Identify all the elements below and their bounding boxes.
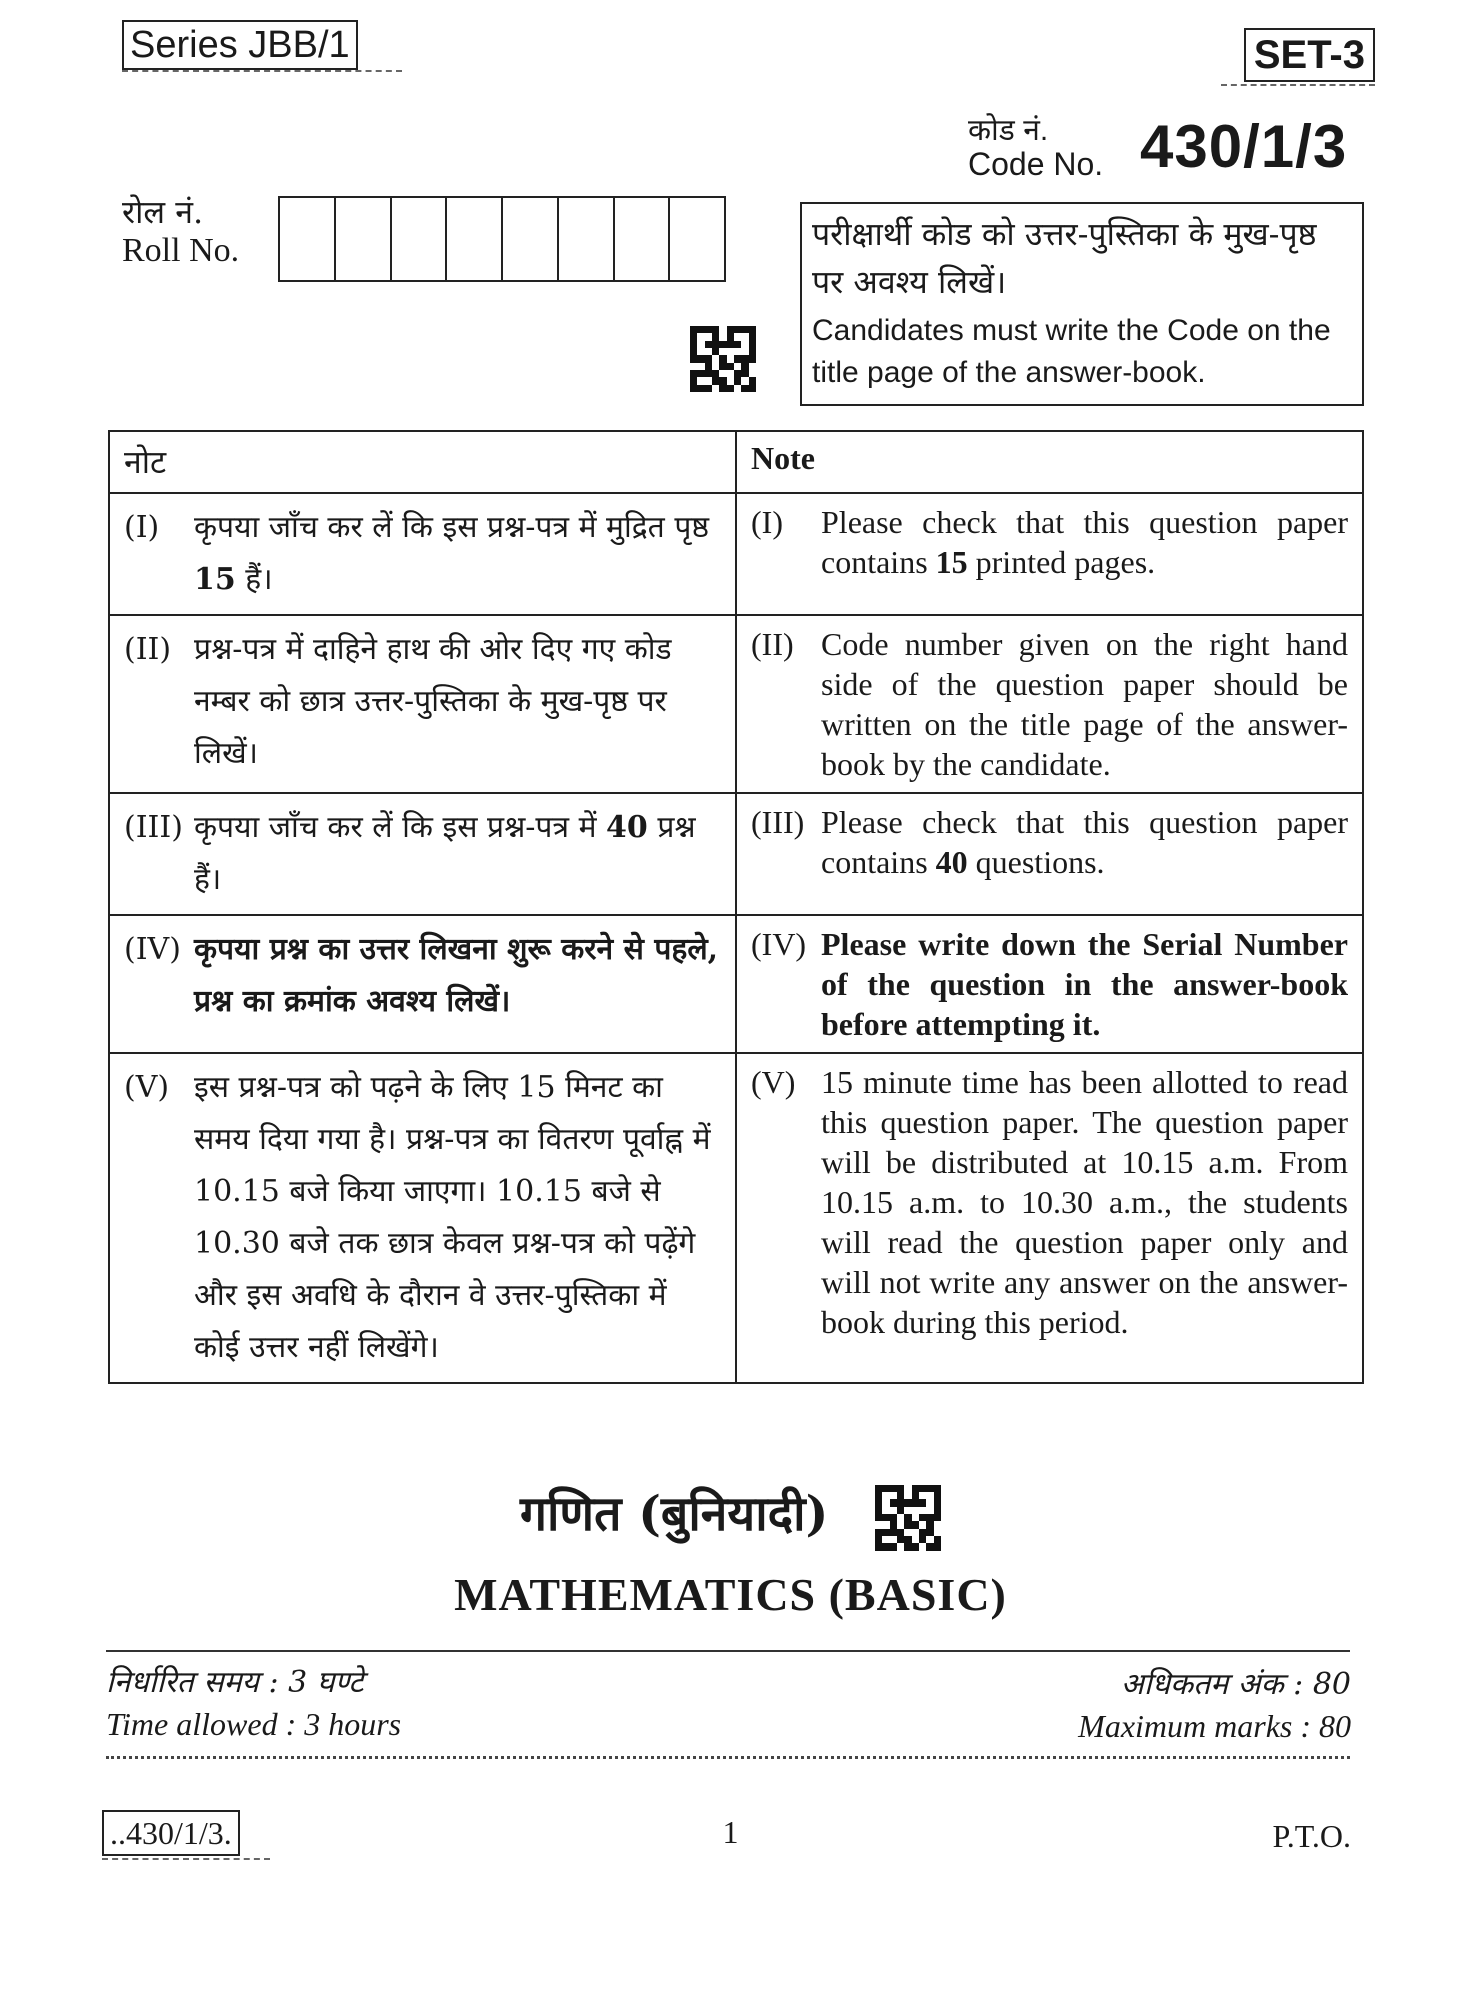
footer-code-underline bbox=[102, 1858, 270, 1860]
table-row bbox=[109, 793, 1363, 915]
note-text-bold: 15 bbox=[935, 544, 968, 580]
note-cell-english bbox=[736, 793, 1363, 915]
qr-code-icon bbox=[690, 326, 756, 392]
note-number: (V) bbox=[124, 1070, 170, 1105]
note-text bbox=[194, 502, 721, 606]
page-number: 1 bbox=[722, 1814, 739, 1850]
note-number: (II) bbox=[751, 626, 794, 662]
note-text bbox=[194, 624, 721, 780]
note-number: (V) bbox=[751, 1064, 796, 1100]
instructions-table bbox=[108, 430, 1364, 1384]
note-text-bold: 40 bbox=[935, 844, 968, 880]
set-underline bbox=[1221, 84, 1375, 86]
note-cell-english bbox=[736, 493, 1363, 615]
note-number: (I) bbox=[124, 510, 160, 545]
note-text bbox=[821, 1062, 1348, 1342]
note-text bbox=[821, 624, 1348, 784]
note-number: (IV) bbox=[751, 926, 807, 962]
note-text-bold: 40 bbox=[606, 810, 648, 845]
series-underline bbox=[122, 70, 402, 72]
note-number: (III) bbox=[751, 804, 805, 840]
note-text-post: printed pages. bbox=[967, 544, 1156, 580]
note-text-pre: प्रश्न-पत्र में दाहिने हाथ की ओर दिए गए कोड नम्बर को छात्र उत्तर-पुस्तिका के मुख-पृष्ठ पर लिखें। bbox=[194, 632, 672, 771]
roll-label-english: Roll No. bbox=[122, 232, 240, 269]
table-row bbox=[109, 493, 1363, 615]
time-allowed-english: Time allowed : 3 hours bbox=[106, 1706, 402, 1742]
roll-digit-box[interactable] bbox=[615, 198, 671, 280]
note-text-pre: कृपया जाँच कर लें कि इस प्रश्न-पत्र में मुद्रित पृष्ठ bbox=[194, 510, 710, 545]
note-number: (IV) bbox=[124, 932, 181, 967]
note-number: (II) bbox=[124, 632, 172, 667]
candidate-instruction-english: Candidates must write the Code on the title page of the answer-book. bbox=[812, 314, 1331, 389]
roll-digit-box[interactable] bbox=[392, 198, 448, 280]
candidate-instruction-hindi: परीक्षार्थी कोड को उत्तर-पुस्तिका के मुख-पृष्ठ पर अवश्य लिखें। bbox=[812, 215, 1317, 301]
table-row bbox=[109, 1053, 1363, 1383]
note-text-pre: 15 minute time has been allotted to read this question paper. The question paper will be distributed at 10.15 a.m. From 10.15 a.m. to 10.30 a.m., the students will read the question paper only and will not write any answer on the answer-book during this period. bbox=[821, 1064, 1348, 1340]
note-cell-hindi bbox=[109, 1053, 736, 1383]
footer-code: ..430/1/3. bbox=[102, 1810, 240, 1856]
note-text-pre: Please check that this question paper contains bbox=[821, 804, 1348, 880]
note-text-pre: कृपया जाँच कर लें कि इस प्रश्न-पत्र में bbox=[194, 810, 607, 845]
note-text-bold: 15 bbox=[194, 562, 236, 597]
note-cell-english bbox=[736, 1053, 1363, 1383]
roll-digit-box[interactable] bbox=[336, 198, 392, 280]
code-label-english: Code No. bbox=[968, 146, 1104, 182]
time-allowed-hindi: निर्धारित समय : 3 घण्टे bbox=[106, 1665, 364, 1700]
roll-digit-box[interactable] bbox=[503, 198, 559, 280]
note-text-post: प्रश्न हैं। bbox=[194, 810, 696, 897]
pto-label: P.T.O. bbox=[1272, 1818, 1351, 1854]
note-text bbox=[821, 802, 1348, 882]
note-text-pre: Please check that this question paper contains bbox=[821, 504, 1348, 580]
code-label-hindi: कोड नं. bbox=[968, 114, 1049, 147]
roll-digit-box[interactable] bbox=[670, 198, 724, 280]
roll-digit-box[interactable] bbox=[280, 198, 336, 280]
table-row bbox=[109, 615, 1363, 793]
qr-code-icon bbox=[875, 1485, 941, 1551]
note-text bbox=[194, 802, 721, 906]
table-header-row bbox=[109, 431, 1363, 493]
note-text-bold: Please write down the Serial Number of the question in the answer-book before attempting it. bbox=[821, 926, 1348, 1042]
note-heading-english: Note bbox=[736, 431, 1363, 493]
note-text-post: questions. bbox=[967, 844, 1105, 880]
code-number: 430/1/3 bbox=[1140, 113, 1348, 180]
note-cell-hindi bbox=[109, 493, 736, 615]
note-cell-english bbox=[736, 615, 1363, 793]
candidate-instruction-box bbox=[800, 202, 1364, 406]
subject-title-english: MATHEMATICS (BASIC) bbox=[454, 1569, 1007, 1620]
note-text bbox=[194, 1062, 721, 1374]
note-text-post: हैं। bbox=[235, 562, 273, 597]
note-cell-hindi bbox=[109, 793, 736, 915]
note-cell-hindi bbox=[109, 915, 736, 1053]
note-text bbox=[821, 502, 1348, 582]
note-heading-hindi: नोट bbox=[109, 431, 736, 493]
note-number: (I) bbox=[751, 504, 783, 540]
roll-digit-box[interactable] bbox=[447, 198, 503, 280]
roll-digit-box[interactable] bbox=[559, 198, 615, 280]
subject-title-hindi: गणित (बुनियादी) bbox=[0, 1480, 1461, 1551]
note-text bbox=[821, 924, 1348, 1044]
note-cell-hindi bbox=[109, 615, 736, 793]
divider bbox=[106, 1650, 1350, 1652]
series-label: Series JBB/1 bbox=[122, 20, 358, 70]
set-label: SET-3 bbox=[1244, 28, 1375, 82]
roll-label-hindi: रोल नं. bbox=[122, 193, 204, 231]
top-qr-code-icon bbox=[1327, 0, 1369, 10]
note-number: (III) bbox=[124, 810, 183, 845]
note-text bbox=[194, 924, 721, 1028]
note-cell-english bbox=[736, 915, 1363, 1053]
max-marks-english: Maximum marks : 80 bbox=[1078, 1708, 1351, 1744]
note-text-bold: कृपया प्रश्न का उत्तर लिखना शुरू करने से पहले, प्रश्न का क्रमांक अवश्य लिखें। bbox=[194, 932, 719, 1019]
table-row bbox=[109, 915, 1363, 1053]
max-marks-hindi: अधिकतम अंक : 80 bbox=[1120, 1667, 1351, 1702]
note-text-pre: इस प्रश्न-पत्र को पढ़ने के लिए 15 मिनट का समय दिया गया है। प्रश्न-पत्र का वितरण पूर्वाह्न में 10.15 बजे किया जाएगा। 10.15 बजे से 10.30 बजे तक छात्र केवल प्रश्न-पत्र को पढ़ेंगे और इस अवधि के दौरान वे उत्तर-पुस्तिका में कोई उत्तर नहीं लिखेंगे। bbox=[194, 1070, 711, 1365]
note-text-pre: Code number given on the right hand side of the question paper should be written on the title page of the answer-book by the candidate. bbox=[821, 626, 1348, 782]
roll-number-boxes[interactable] bbox=[278, 196, 726, 282]
divider-dotted bbox=[106, 1756, 1350, 1759]
